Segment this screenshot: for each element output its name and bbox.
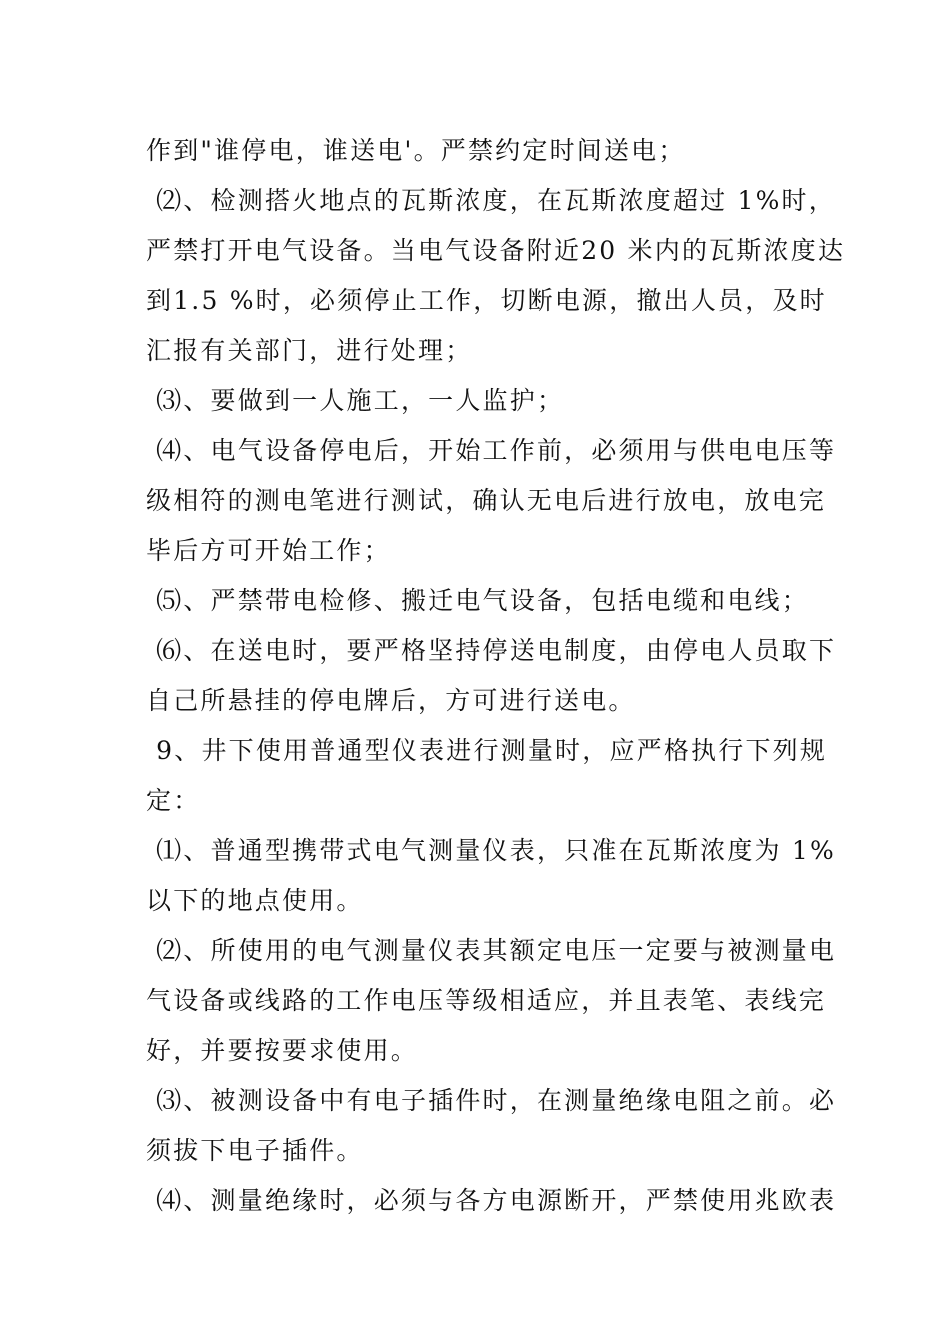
text-line-12: 自己所悬挂的停电牌后，方可进行送电。: [146, 686, 636, 715]
text-line-8: 级相符的测电笔进行测试，确认无电后进行放电，放电完: [146, 486, 827, 515]
text-line-16: 以下的地点使用。: [146, 886, 364, 915]
text-line-13: 9、井下使用普通型仪表进行测量时，应严格执行下列规: [146, 736, 828, 765]
text-line-22: ⑷、测量绝缘时，必须与各方电源断开，严禁使用兆欧表: [146, 1186, 837, 1215]
text-line-17: ⑵、所使用的电气测量仪表其额定电压一定要与被测量电: [146, 936, 837, 965]
text-line-4: 到1.5 %时，必须停止工作，切断电源，撤出人员，及时: [146, 286, 827, 315]
text-line-3: 严禁打开电气设备。当电气设备附近20 米内的瓦斯浓度达: [146, 236, 846, 265]
text-line-10: ⑸、严禁带电检修、搬迁电气设备，包括电缆和电线；: [146, 586, 809, 615]
text-line-21: 须拔下电子插件。: [146, 1136, 364, 1165]
text-line-15: ⑴、普通型携带式电气测量仪表，只准在瓦斯浓度为 1%: [146, 836, 836, 865]
text-line-20: ⑶、被测设备中有电子插件时，在测量绝缘电阻之前。必: [146, 1086, 837, 1115]
text-line-1: 作到"谁停电，谁送电'。严禁约定时间送电；: [146, 136, 686, 165]
text-line-2: ⑵、检测搭火地点的瓦斯浓度，在瓦斯浓度超过 1%时，: [146, 186, 836, 215]
text-line-7: ⑷、电气设备停电后，开始工作前，必须用与供电电压等: [146, 436, 837, 465]
text-line-19: 好，并要按要求使用。: [146, 1036, 419, 1065]
text-line-18: 气设备或线路的工作电压等级相适应，并且表笔、表线完: [146, 986, 827, 1015]
text-line-6: ⑶、要做到一人施工，一人监护；: [146, 386, 565, 415]
text-line-9: 毕后方可开始工作；: [146, 536, 391, 565]
text-line-11: ⑹、在送电时，要严格坚持停送电制度，由停电人员取下: [146, 636, 837, 665]
text-line-5: 汇报有关部门，进行处理；: [146, 336, 473, 365]
text-line-14: 定：: [146, 786, 201, 815]
